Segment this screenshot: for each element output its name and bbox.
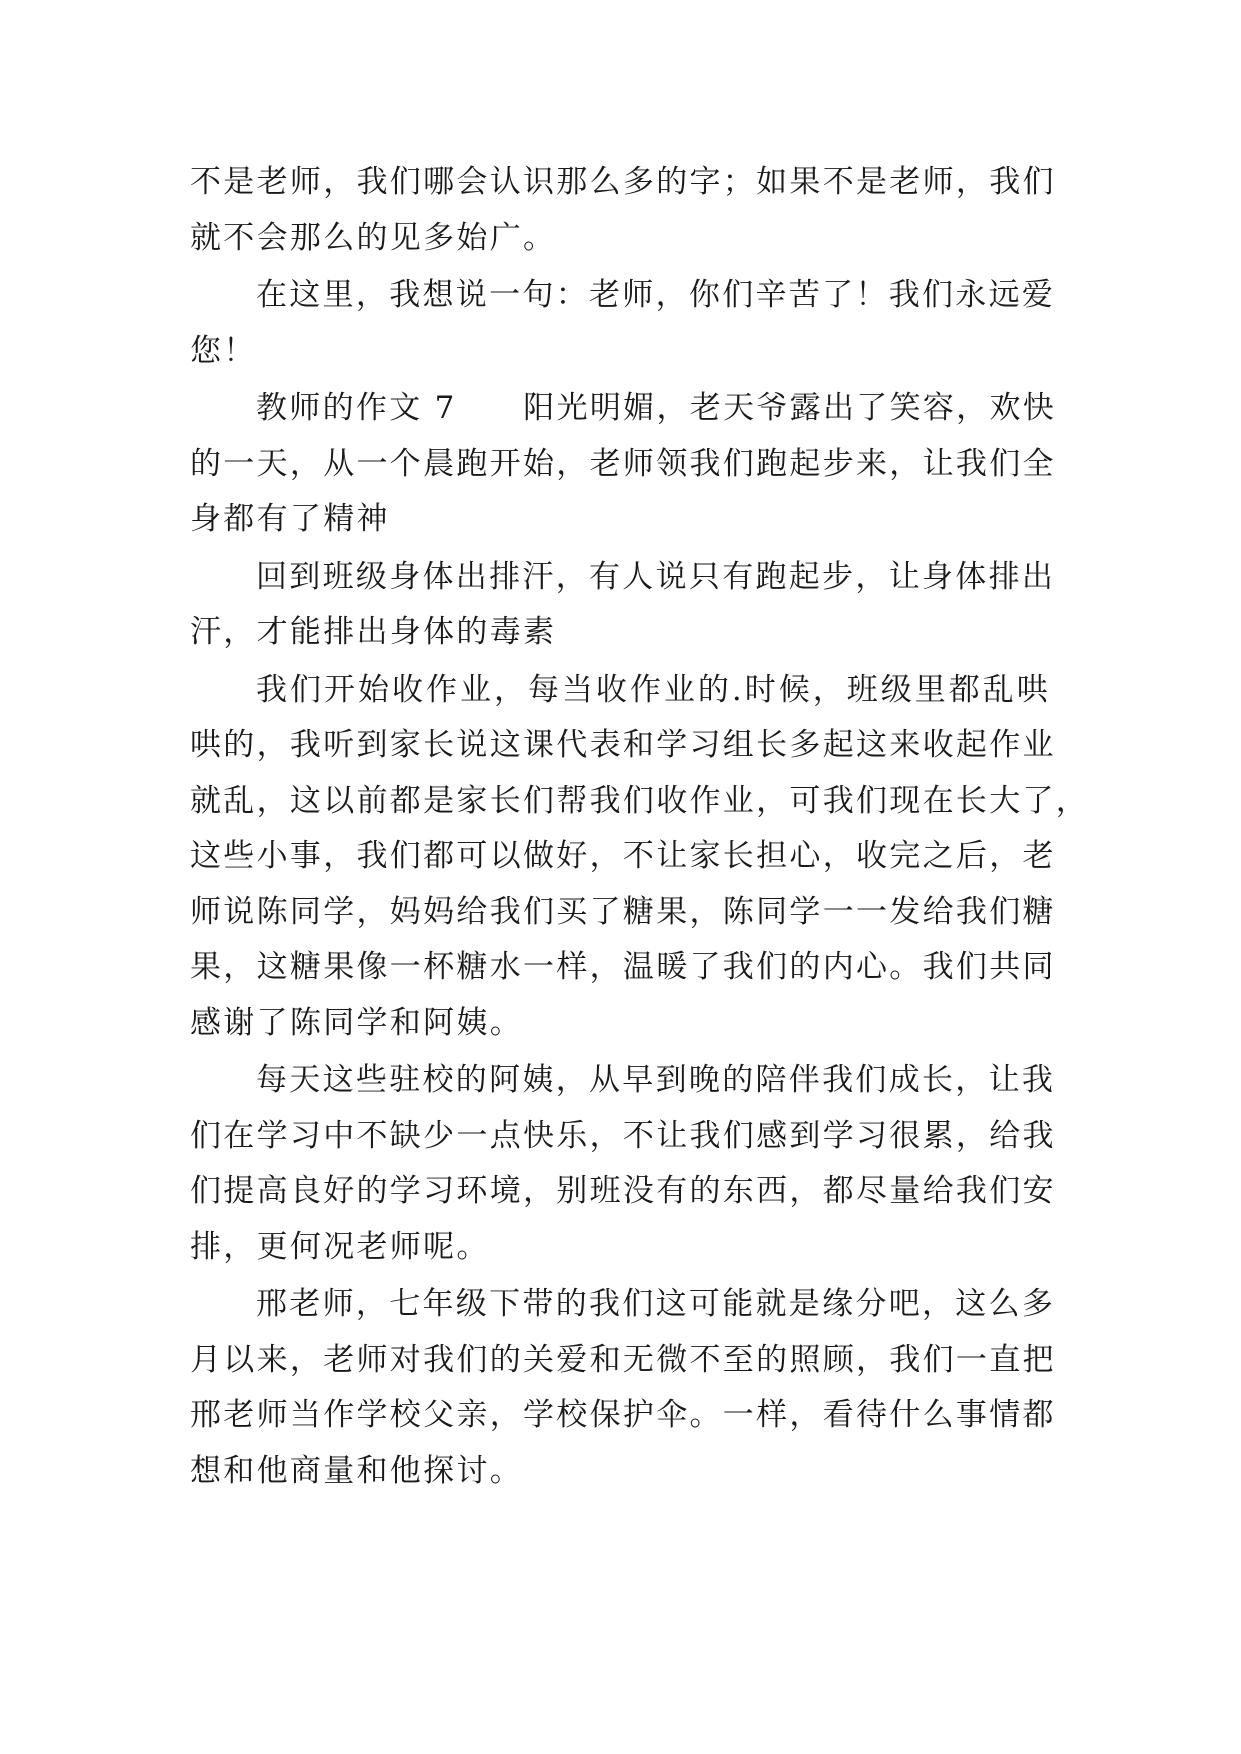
paragraph-line: 想和他商量和他探讨。 — [190, 1452, 523, 1489]
paragraph-line: 邢老师，七年级下带的我们这可能就是缘分吧，这么多 — [256, 1286, 1056, 1322]
paragraph-line: 每天这些驻校的阿姨，从早到晚的陪伴我们成长，让我 — [256, 1062, 1056, 1098]
paragraph-line: 的一天，从一个晨跑开始，老师领我们跑起步来，让我们全 — [190, 445, 1056, 482]
paragraph-line: 不是老师，我们哪会认识那么多的字；如果不是老师，我们 — [190, 164, 1056, 200]
paragraph-line: 回到班级身体出排汗，有人说只有跑起步，让身体排出 — [256, 558, 1056, 595]
paragraph-line: 月以来，老师对我们的关爱和无微不至的照顾，我们一直把 — [190, 1341, 1056, 1378]
body-paragraph — [190, 1277, 1056, 1499]
paragraph-line: 就乱，这以前都是家长们帮我们收作业，可我们现在长大了， — [190, 782, 1090, 819]
body-paragraph — [190, 663, 1090, 1052]
paragraph-line: 邢老师当作学校父亲，学校保护伞。一样，看待什么事情都 — [190, 1397, 1056, 1433]
body-paragraph — [190, 550, 1056, 661]
paragraph-line: 排，更何况老师呢。 — [190, 1228, 490, 1265]
paragraph-line: 们提高良好的学习环境，别班没有的东西，都尽量给我们安 — [190, 1173, 1056, 1209]
body-paragraph — [190, 1053, 1056, 1275]
paragraph-line: 汗，才能排出身体的毒素 — [190, 614, 557, 650]
paragraph-line: 哄的，我听到家长说这课代表和学习组长多起这来收起作业 — [190, 727, 1056, 763]
body-paragraph — [190, 381, 1057, 548]
paragraph-line: 就不会那么的见多始广。 — [190, 219, 557, 256]
paragraph-line: 您！ — [190, 332, 257, 369]
body-paragraph — [190, 268, 1056, 379]
paragraph-line: 我们开始收作业，每当收作业的.时候，班级里都乱哄 — [256, 671, 1050, 708]
paragraph-line: 教师的作文 7 阳光明媚，老天爷露出了笑容，欢快 — [256, 390, 1057, 426]
paragraph-line: 师说陈同学，妈妈给我们买了糖果，陈同学一一发给我们糖 — [190, 893, 1056, 930]
paragraph-line: 这些小事，我们都可以做好，不让家长担心，收完之后，老 — [190, 838, 1056, 874]
body-paragraph — [190, 155, 1056, 266]
paragraph-line: 感谢了陈同学和阿姨。 — [190, 1004, 523, 1041]
paragraph-line: 果，这糖果像一杯糖水一样，温暖了我们的内心。我们共同 — [190, 949, 1056, 985]
paragraph-line: 在这里，我想说一句：老师，你们辛苦了！我们永远爱 — [256, 277, 1056, 313]
paragraph-line: 身都有了精神 — [190, 501, 390, 537]
paragraph-line: 们在学习中不缺少一点快乐，不让我们感到学习很累，给我 — [190, 1117, 1056, 1154]
document-body — [190, 155, 1090, 1501]
